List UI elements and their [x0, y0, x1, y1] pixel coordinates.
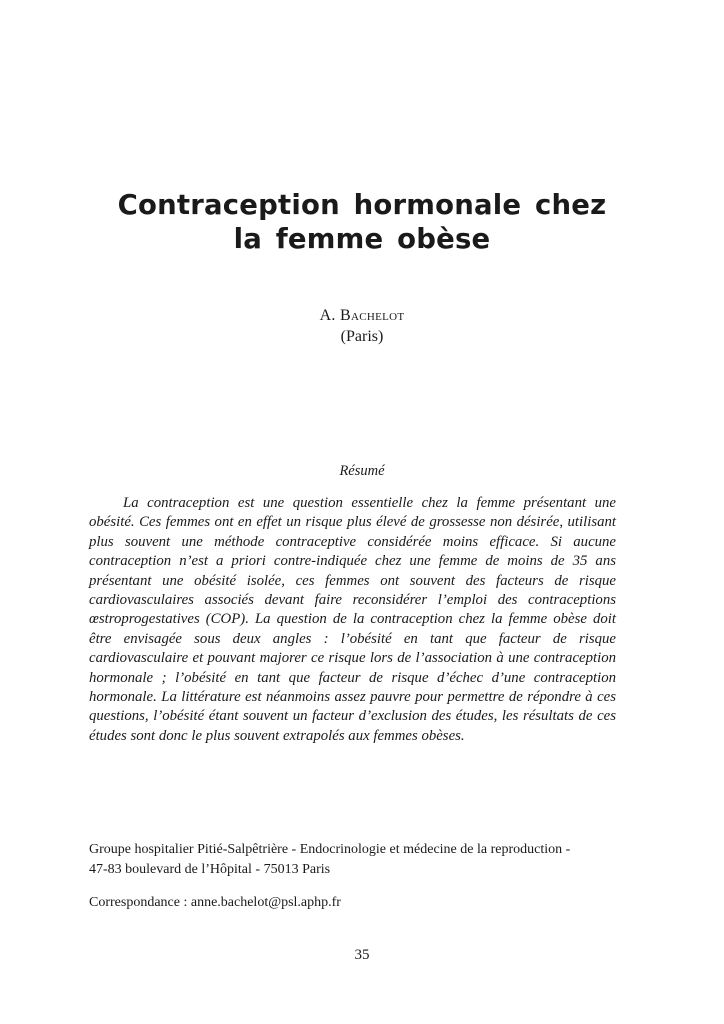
correspondence: Correspondance : anne.bachelot@psl.aphp.fr	[89, 895, 341, 910]
abstract-text: La contraception est une question essentielle chez la femme présentant une obésité. Ces femmes ont en effet un risque plus élevé de grossesse non désirée, utilisant plus souvent une méthode contraceptive considérée moins efficace. Si aucune contraception n’est a priori contre-indiquée chez une femme de moins de 35 ans présentant une obésité isolée, ces femmes ont souvent des facteurs de risque cardiovasculaires associés devant faire reconsidérer l’emploi des contraceptions œstroprogestatives (COP). La question de la contraception chez la femme obèse doit être envisagée sous deux angles : l’obésité en tant que facteur de risque cardiovasculaire et pouvant majorer ce risque lors de l’association à une contraception hormonale ; l’obésité en tant que facteur de risque d’échec d’une contraception hormonale. La littérature est néanmoins assez pauvre pour permettre de répondre à ces questions, l’obésité étant souvent un facteur d’exclusion des études, les résultats de ces études sont donc le plus souvent extrapolés aux femmes obèses.	[89, 495, 616, 744]
affiliation-line-2: 47-83 boulevard de l’Hôpital - 75013 Paris	[89, 862, 331, 877]
author-block	[0, 305, 724, 347]
affiliation	[89, 840, 629, 880]
page-number: 35	[354, 947, 370, 963]
abstract-heading: Résumé	[339, 463, 385, 479]
article-title-line-1: Contraception hormonale chez	[117, 189, 607, 221]
article-title-line-2: la femme obèse	[233, 223, 491, 255]
author-location: (Paris)	[340, 328, 384, 345]
affiliation-line-1: Groupe hospitalier Pitié-Salpêtrière - Endocrinologie et médecine de la reproduction -	[89, 842, 571, 857]
article-title	[0, 188, 724, 256]
author-name: A. Bachelot	[319, 307, 405, 324]
